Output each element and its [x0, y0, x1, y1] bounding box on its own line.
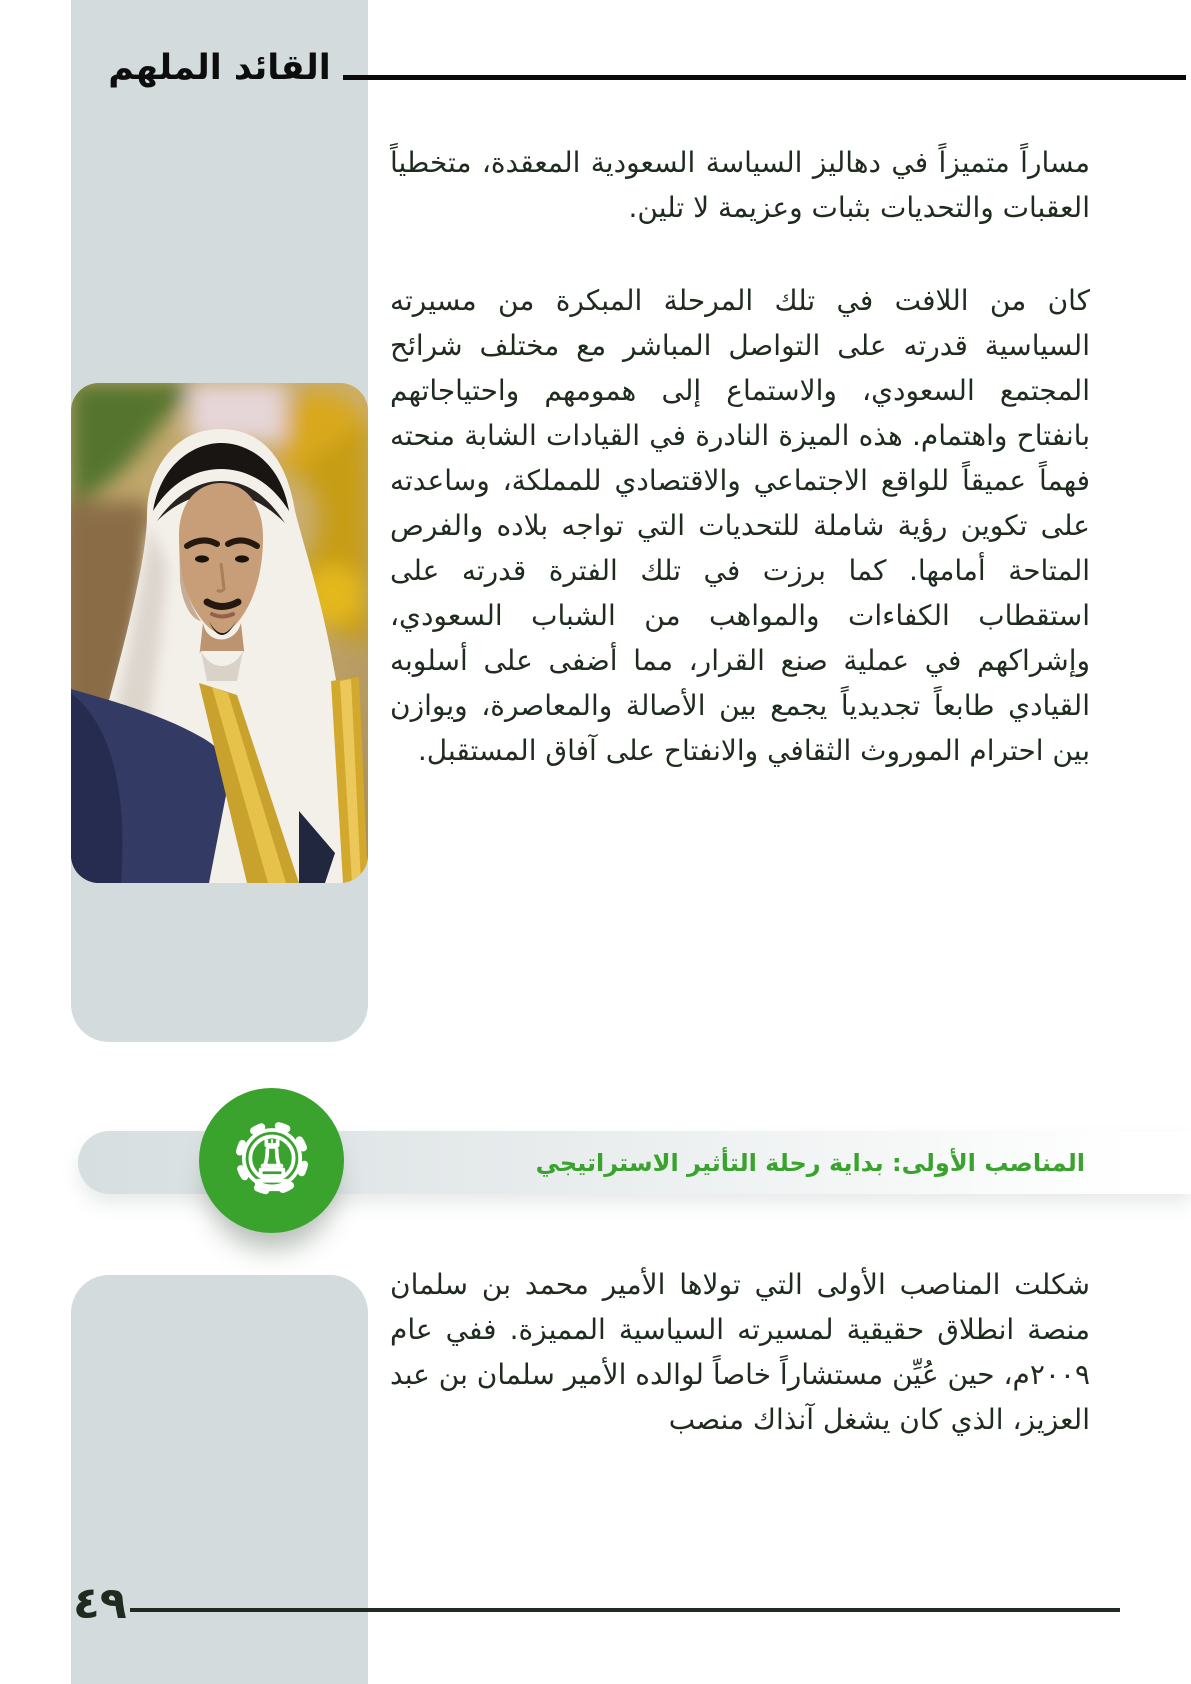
paragraph-1: مساراً متميزاً في دهاليز السياسة السعودية المعقدة، متخطياً العقبات والتحديات بثبات وعزيمة لا تلين.: [390, 146, 1090, 224]
footer-divider-line: [130, 1608, 1120, 1612]
page-number: ٤٩: [73, 1578, 127, 1629]
portrait-illustration: [71, 383, 368, 883]
section-heading: المناصب الأولى: بداية رحلة التأثير الاستراتيجي: [535, 1148, 1085, 1177]
chess-piece-gear-icon: [225, 1114, 319, 1208]
section-icon-badge: [199, 1088, 344, 1233]
page-title: القائد الملهم: [108, 48, 331, 88]
portrait-photo: [71, 383, 368, 883]
paragraph-2: كان من اللافت في تلك المرحلة المبكرة من مسيرته السياسية قدرته على التواصل المباشر مع مختلف شرائح المجتمع السعودي، والاستماع إلى همومهم واحتياجاتهم بانفتاح واهتمام. هذه الميزة النادرة في القيادات الشابة منحته فهماً عميقاً للواقع الاجتماعي والاقتصادي للمملكة، وساعدته على تكوين رؤية شاملة للتحديات التي تواجه بلاده والفرص المتاحة أمامها. كما برزت في تلك الفترة قدرته على استقطاب الكفاءات والمواهب من الشباب السعودي، وإشراكهم في عملية صنع القرار، مما أضفى على أسلوبه القيادي طابعاً تجديدياً يجمع بين الأصالة والمعاصرة، ويوازن بين احترام الموروث الثقافي والانفتاح على آفاق المستقبل.: [390, 284, 1090, 767]
body-text-column-2: [390, 1262, 1090, 1442]
body-text-column: [390, 140, 1090, 773]
paragraph-3: شكلت المناصب الأولى التي تولاها الأمير محمد بن سلمان منصة انطلاق حقيقية لمسيرته السياسية المميزة. ففي عام ٢٠٠٩م، حين عُيِّن مستشاراً خاصاً لوالده الأمير سلمان بن عبد العزيز، الذي كان يشغل آنذاك منصب: [390, 1268, 1090, 1436]
header-divider-line: [343, 75, 1186, 80]
